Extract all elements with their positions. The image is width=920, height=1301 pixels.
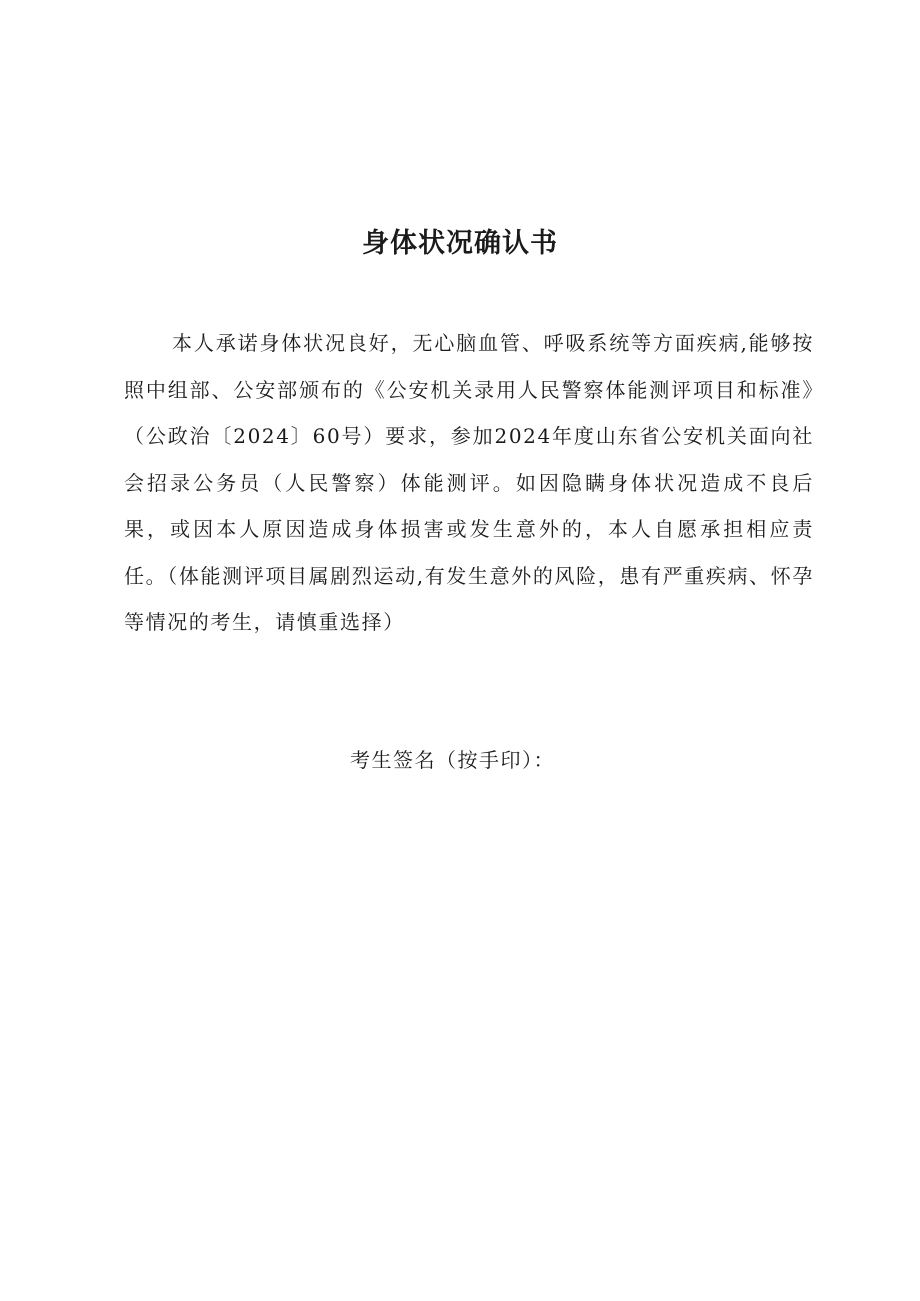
confirmation-paragraph: 本人承诺身体状况良好，无心脑血管、呼吸系统等方面疾病,能够按照中组部、公安部颁布的《公安机关录用人民警察体能测评项目和标准》（公政治〔2024〕60号）要求，参加2024年度山东省公安机关面向社会招录公务员（人民警察）体能测评。如因隐瞒身体状况造成不良后果，或因本人原因造成身体损害或发生意外的，本人自愿承担相应责任。（体能测评项目属剧烈运动,有发生意外的风险，患有严重疾病、怀孕等情况的考生，请慎重选择） bbox=[124, 331, 814, 634]
signature-label: 考生签名（按手印）： bbox=[350, 748, 555, 772]
document-title: 身体状况确认书 bbox=[362, 228, 558, 259]
